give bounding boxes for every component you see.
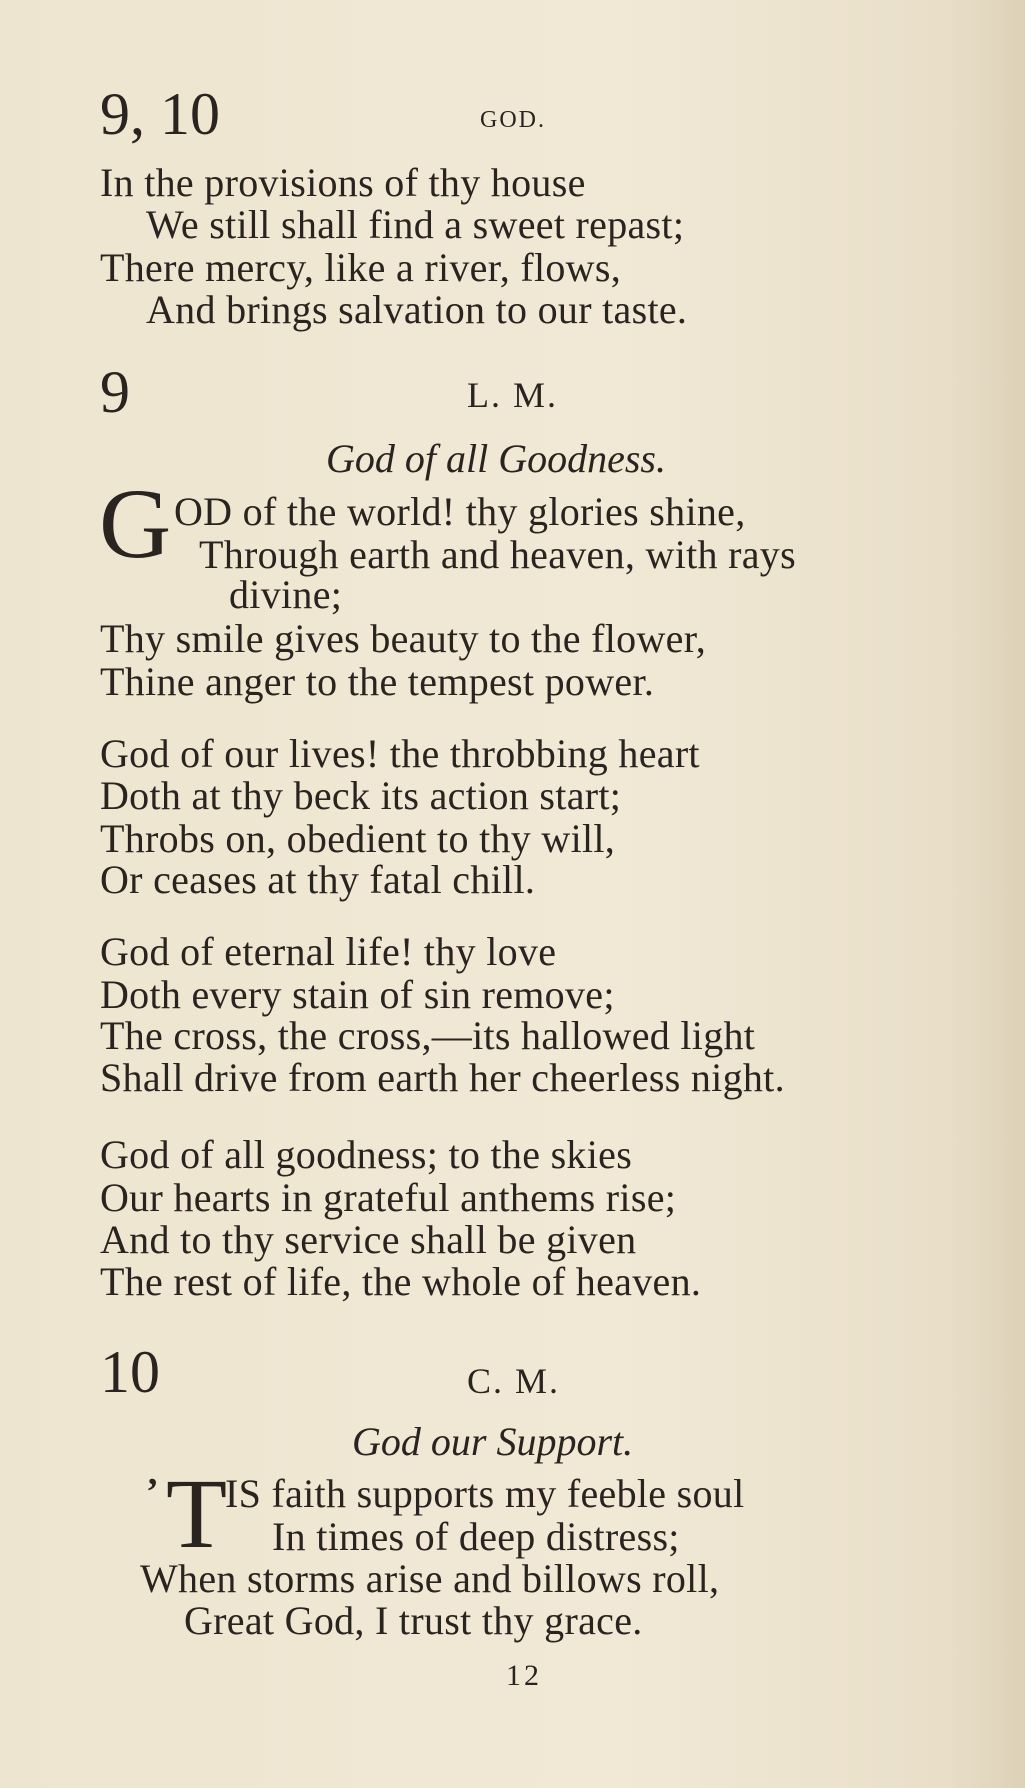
verse-line: When storms arise and billows roll, <box>140 1556 720 1601</box>
verse-line: The cross, the cross,—its hallowed light <box>100 1013 756 1058</box>
page-number: 12 <box>506 1659 542 1692</box>
hymn-number: 10 <box>100 1339 160 1405</box>
hymn-number: 9 <box>100 359 130 425</box>
hymn-range-number: 9, 10 <box>100 81 220 147</box>
verse-line: IS faith supports my feeble soul <box>225 1471 745 1516</box>
meter-label: C. M. <box>467 1361 561 1401</box>
verse-line: In times of deep distress; <box>272 1514 680 1559</box>
hymn-title: God our Support. <box>352 1419 634 1464</box>
verse-line: Our hearts in grateful anthems rise; <box>100 1175 677 1220</box>
verse-line: divine; <box>229 572 343 617</box>
verse-line: And to thy service shall be given <box>100 1217 637 1262</box>
hymn-title: God of all Goodness. <box>326 436 666 481</box>
verse-line: Doth every stain of sin remove; <box>100 972 615 1017</box>
verse-line: Throbs on, obedient to thy will, <box>100 816 616 861</box>
verse-line: Shall drive from earth her cheerless night. <box>100 1055 785 1100</box>
running-title: GOD. <box>480 107 546 133</box>
verse-line: God of eternal life! thy love <box>100 929 557 974</box>
meter-label: L. M. <box>467 375 558 415</box>
verse-line: Doth at thy beck its action start; <box>100 773 622 818</box>
verse-line: Through earth and heaven, with rays <box>199 532 796 577</box>
verse-line: God of all goodness; to the skies <box>100 1132 633 1177</box>
verse-line: There mercy, like a river, flows, <box>100 245 622 290</box>
verse-line: Or ceases at thy fatal chill. <box>100 857 536 902</box>
verse-line: Thine anger to the tempest power. <box>100 659 655 704</box>
verse-line: Great God, I trust thy grace. <box>184 1598 643 1643</box>
verse-line: OD of the world! thy glories shine, <box>174 489 746 534</box>
verse-line: In the provisions of thy house <box>100 160 586 205</box>
verse-line: The rest of life, the whole of heaven. <box>100 1259 702 1304</box>
drop-cap: G <box>99 468 172 579</box>
verse-line: We still shall find a sweet repast; <box>146 202 685 247</box>
drop-cap: T <box>166 1458 228 1569</box>
verse-line: God of our lives! the throbbing heart <box>100 731 700 776</box>
verse-line: Thy smile gives beauty to the flower, <box>100 616 707 661</box>
apostrophe-mark: ’ <box>146 1471 159 1513</box>
verse-line: And brings salvation to our taste. <box>146 287 688 332</box>
